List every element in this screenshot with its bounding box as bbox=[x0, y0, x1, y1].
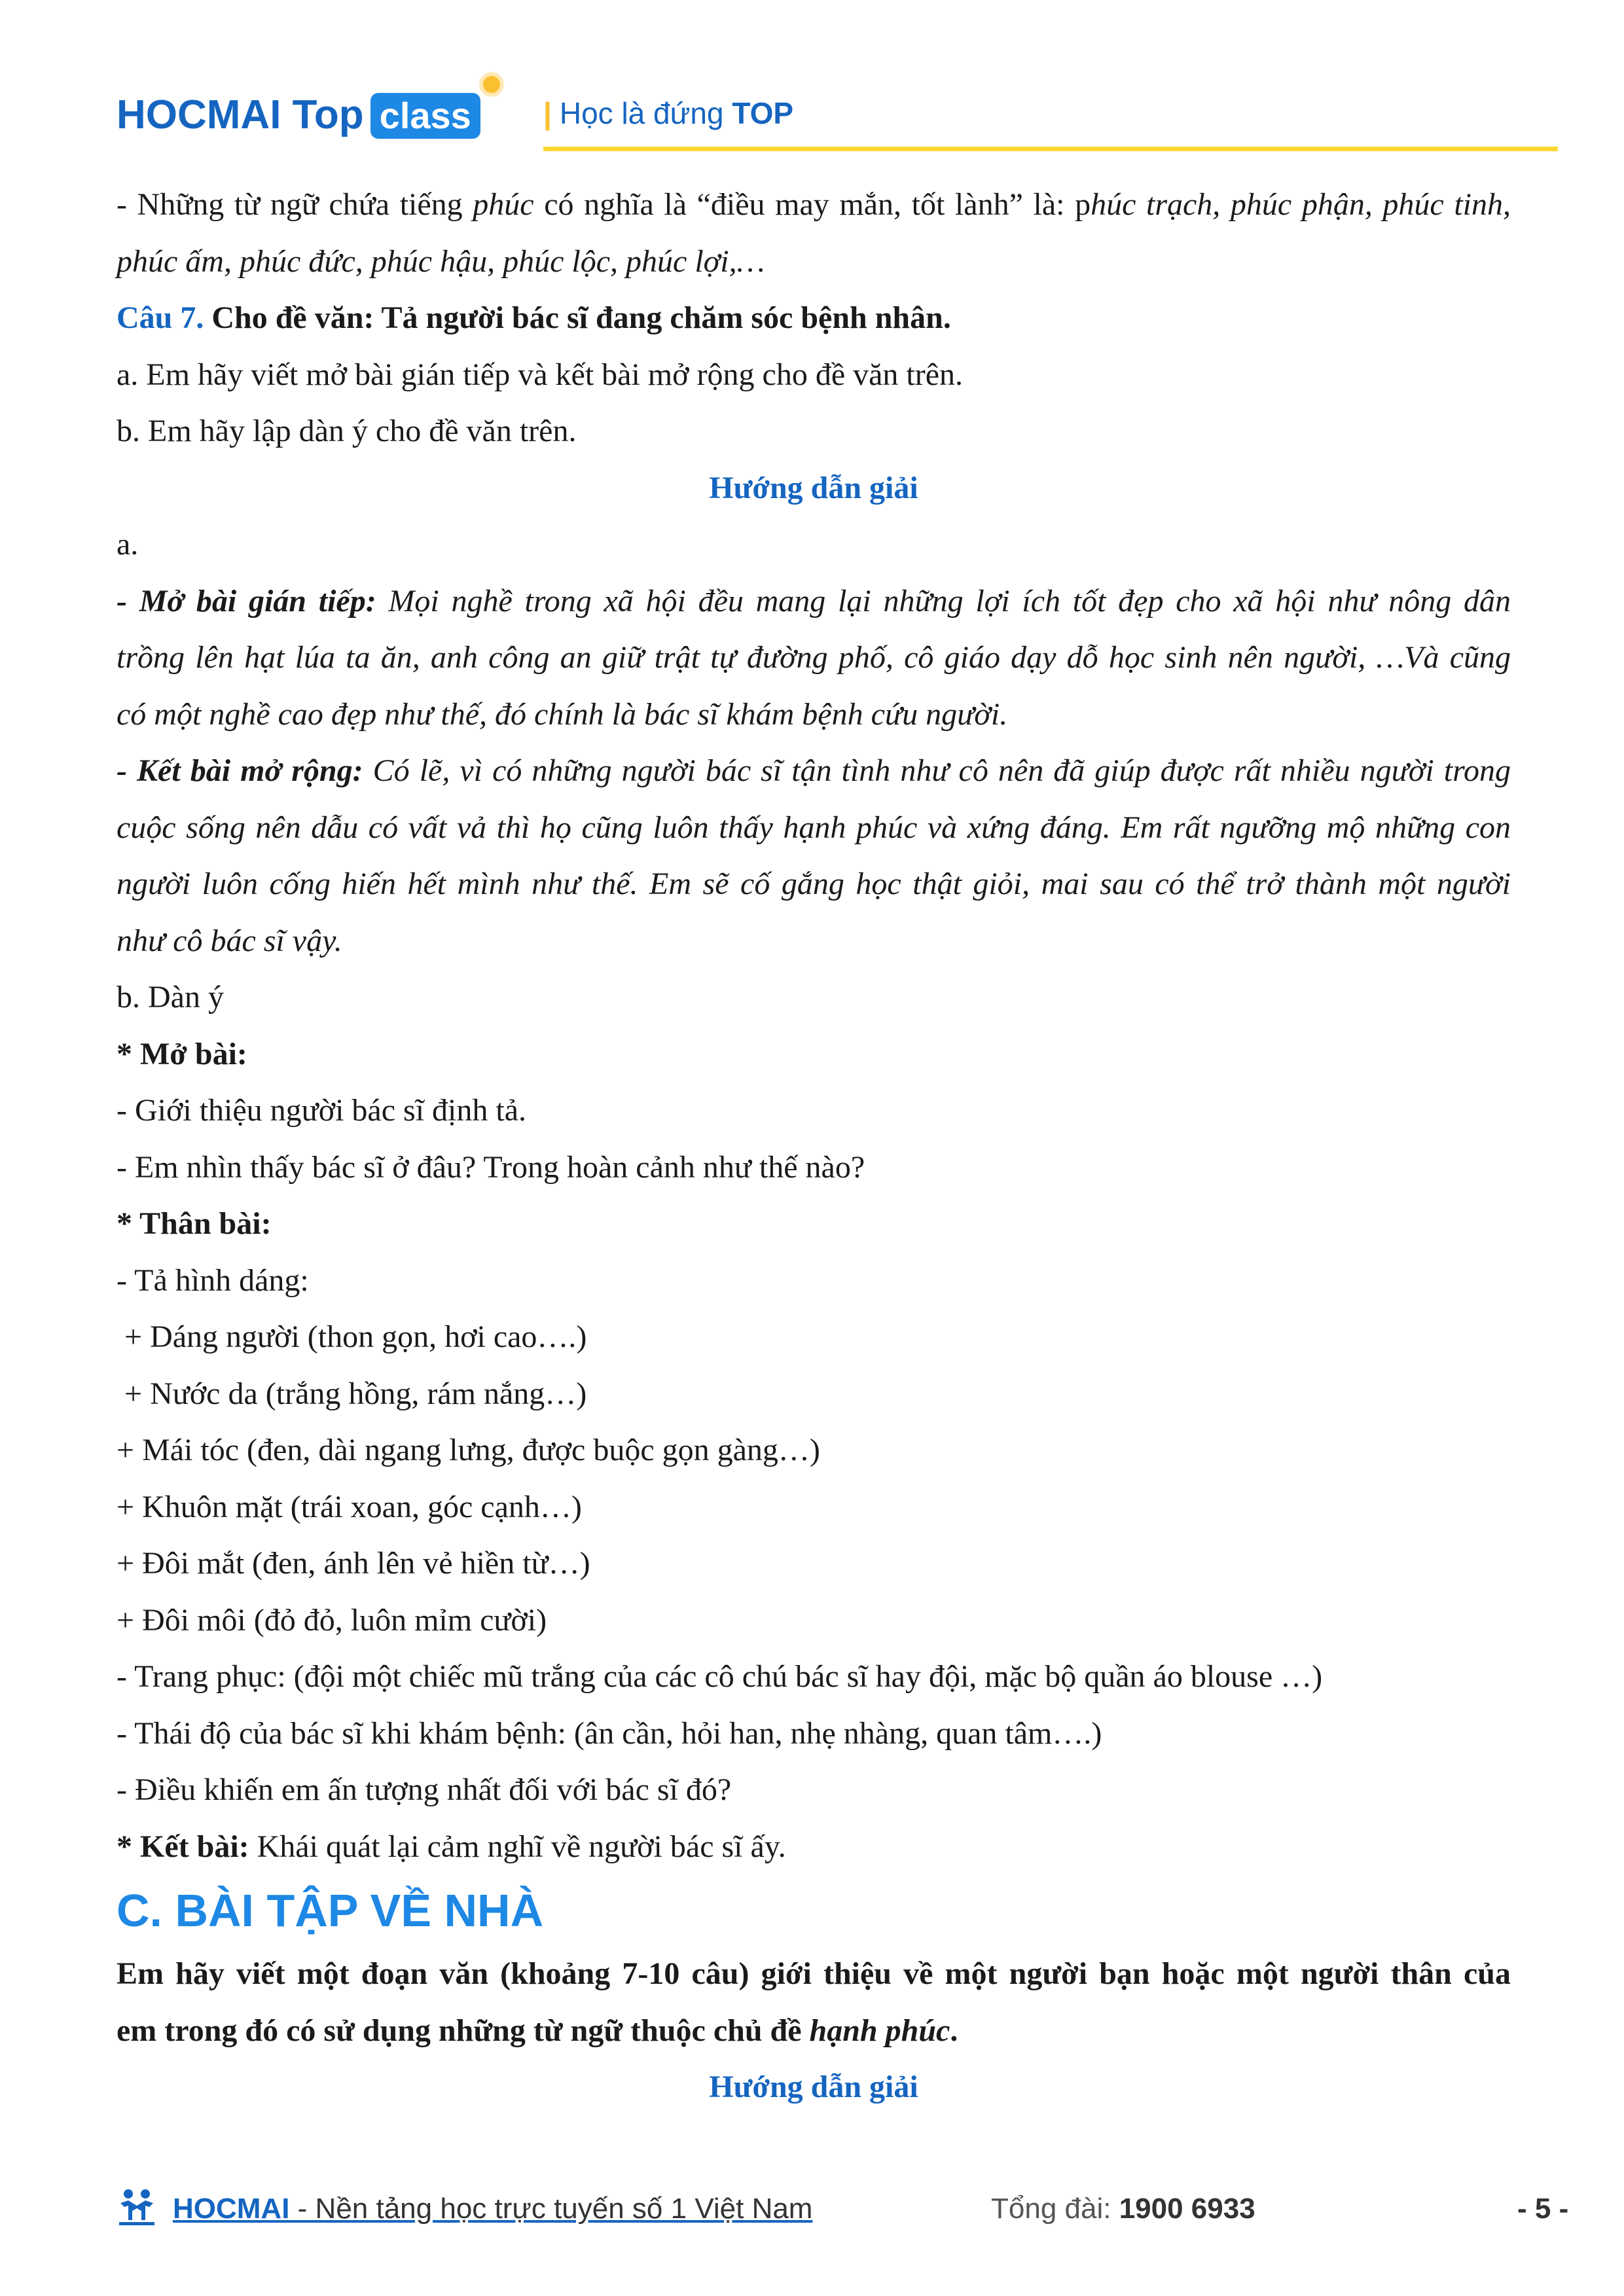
question-7 bbox=[117, 290, 1511, 347]
outline-item: + Mái tóc (đen, dài ngang lưng, được buộc gọn gàng…) bbox=[117, 1433, 820, 1467]
question-text: Cho đề văn: Tả người bác sĩ đang chăm sóc bệnh nhân. bbox=[204, 300, 951, 335]
footer-tagline: - Nền tảng học trực tuyến số 1 Việt Nam bbox=[289, 2193, 813, 2225]
hocmai-topclass-logo[interactable] bbox=[117, 92, 480, 139]
text-run-italic: người luôn cống hiến hết mình như thế. Em sẽ cố gắng học thật giỏi, mai sau có thể trở thành một người bbox=[117, 867, 1511, 901]
mo-bai-label: - Mở bài gián tiếp: bbox=[117, 583, 376, 619]
slogan-divider: | bbox=[543, 96, 552, 130]
text-run-italic: cuộc sống nên dẫu có vất vả thì họ cũng luôn thấy hạnh phúc và xứng đáng. Em rất ngưỡng mộ những con bbox=[117, 810, 1511, 845]
text-run-italic: húc trạch, phúc phận, phúc tinh, bbox=[1091, 187, 1511, 222]
ket-bai-label: - Kết bài mở rộng: bbox=[117, 753, 363, 788]
hocmai-people-icon bbox=[117, 2186, 157, 2227]
ket-bai-line bbox=[117, 1819, 1511, 1876]
text-run-italic: Mọi nghề trong xã hội đều mang lại những lợi ích tốt đẹp cho xã hội như nông dân bbox=[376, 583, 1511, 619]
outline-item: + Dáng người (thon gọn, hơi cao….) bbox=[117, 1319, 587, 1354]
outline-item: - Điều khiến em ấn tượng nhất đối với bác sĩ đó? bbox=[117, 1772, 732, 1807]
guide-heading-2: Hướng dẫn giải bbox=[709, 2070, 918, 2104]
question-label: Câu 7. bbox=[117, 300, 204, 335]
text-run-italic: trồng lên hạt lúa ta ăn, anh công an giữ trật tự đường phố, cô giáo dạy dỗ học sinh nên người, …Và cũng bbox=[117, 640, 1511, 675]
outline-item: - Giới thiệu người bác sĩ định tả. bbox=[117, 1093, 527, 1128]
logo-class-text: class bbox=[379, 95, 471, 136]
page-number: - 5 - bbox=[1517, 2193, 1569, 2225]
text-run-italic: có một nghề cao đẹp như thế, đó chính là bác sĩ khám bệnh cứu người. bbox=[117, 696, 1008, 732]
footer-brand-text: HOCMAI bbox=[173, 2193, 290, 2225]
outline-item: + Đôi môi (đỏ đỏ, luôn mỉm cười) bbox=[117, 1602, 547, 1638]
answer-a-label: a. bbox=[117, 527, 139, 562]
logo-class-badge bbox=[370, 93, 480, 139]
outline-item: - Tả hình dáng: bbox=[117, 1263, 309, 1298]
logo-main-text: HOCMAI Top bbox=[117, 92, 364, 137]
header-rule bbox=[543, 147, 1558, 151]
text-run-italic: như cô bác sĩ vậy. bbox=[117, 923, 342, 958]
text-line bbox=[117, 234, 1511, 291]
text-line bbox=[117, 743, 1511, 800]
outline-item: - Em nhìn thấy bác sĩ ở đâu? Trong hoàn cảnh như thế nào? bbox=[117, 1149, 865, 1185]
document-body bbox=[117, 177, 1511, 2116]
answer-b-label: b. Dàn ý bbox=[117, 980, 224, 1014]
slogan-prefix: Học là đứng bbox=[559, 96, 724, 130]
text-run: Khái quát lại cảm nghĩ về người bác sĩ ấy. bbox=[249, 1829, 786, 1864]
text-run: - Những từ ngữ chứa tiếng bbox=[117, 187, 473, 222]
hotline-number: 1900 6933 bbox=[1119, 2193, 1255, 2225]
footer-brand[interactable] bbox=[173, 2193, 812, 2225]
text-run: em trong đó có sử dụng những từ ngữ thuộc chủ đề bbox=[117, 2013, 810, 2048]
mo-bai-heading: * Mở bài: bbox=[117, 1036, 247, 1071]
text-run: . bbox=[950, 2013, 958, 2048]
homework-line bbox=[117, 2003, 1511, 2060]
text-line bbox=[117, 630, 1511, 687]
page-header bbox=[117, 72, 1543, 151]
slogan-strong: TOP bbox=[732, 96, 794, 130]
question-7-part-b: b. Em hãy lập dàn ý cho đề văn trên. bbox=[117, 414, 577, 448]
hotline-label: Tổng đài: bbox=[991, 2193, 1119, 2225]
outline-item: - Trang phục: (đội một chiếc mũ trắng của các cô chú bác sĩ hay đội, mặc bộ quần áo blouse …) bbox=[117, 1659, 1323, 1694]
text-line bbox=[117, 856, 1511, 913]
guide-heading: Hướng dẫn giải bbox=[709, 470, 918, 505]
text-line bbox=[117, 687, 1511, 744]
footer-hotline bbox=[991, 2193, 1255, 2225]
text-run-italic: hạnh phúc bbox=[809, 2013, 950, 2048]
ket-bai-heading: * Kết bài: bbox=[117, 1829, 249, 1864]
header-slogan bbox=[543, 96, 793, 131]
outline-item: + Khuôn mặt (trái xoan, góc cạnh…) bbox=[117, 1489, 582, 1524]
section-c-title: C. BÀI TẬP VỀ NHÀ bbox=[117, 1885, 544, 1936]
text-line bbox=[117, 573, 1511, 630]
question-7-part-a: a. Em hãy viết mở bài gián tiếp và kết bài mở rộng cho đề văn trên. bbox=[117, 357, 964, 392]
text-line bbox=[117, 177, 1511, 234]
text-run-italic: phúc bbox=[473, 187, 534, 222]
text-run: có nghĩa là “điều may mắn, tốt lành” là: p bbox=[533, 187, 1091, 222]
homework-line: Em hãy viết một đoạn văn (khoảng 7-10 câu) giới thiệu về một người bạn hoặc một người thân của bbox=[117, 1956, 1511, 1991]
text-line bbox=[117, 913, 1511, 970]
text-run-italic: phúc ấm, phúc đức, phúc hậu, phúc lộc, phúc lợi,… bbox=[117, 243, 765, 279]
text-run-italic: Có lẽ, vì có những người bác sĩ tận tình như cô nên đã giúp được rất nhiều người trong bbox=[363, 753, 1511, 788]
outline-item: - Thái độ của bác sĩ khi khám bệnh: (ân cần, hỏi han, nhẹ nhàng, quan tâm….) bbox=[117, 1715, 1102, 1751]
outline-item: + Nước da (trắng hồng, rám nắng…) bbox=[117, 1376, 587, 1411]
outline-item: + Đôi mắt (đen, ánh lên vẻ hiền từ…) bbox=[117, 1546, 590, 1581]
sun-icon bbox=[483, 76, 500, 93]
page-footer bbox=[117, 2186, 1570, 2232]
text-line bbox=[117, 800, 1511, 857]
than-bai-heading: * Thân bài: bbox=[117, 1206, 272, 1241]
